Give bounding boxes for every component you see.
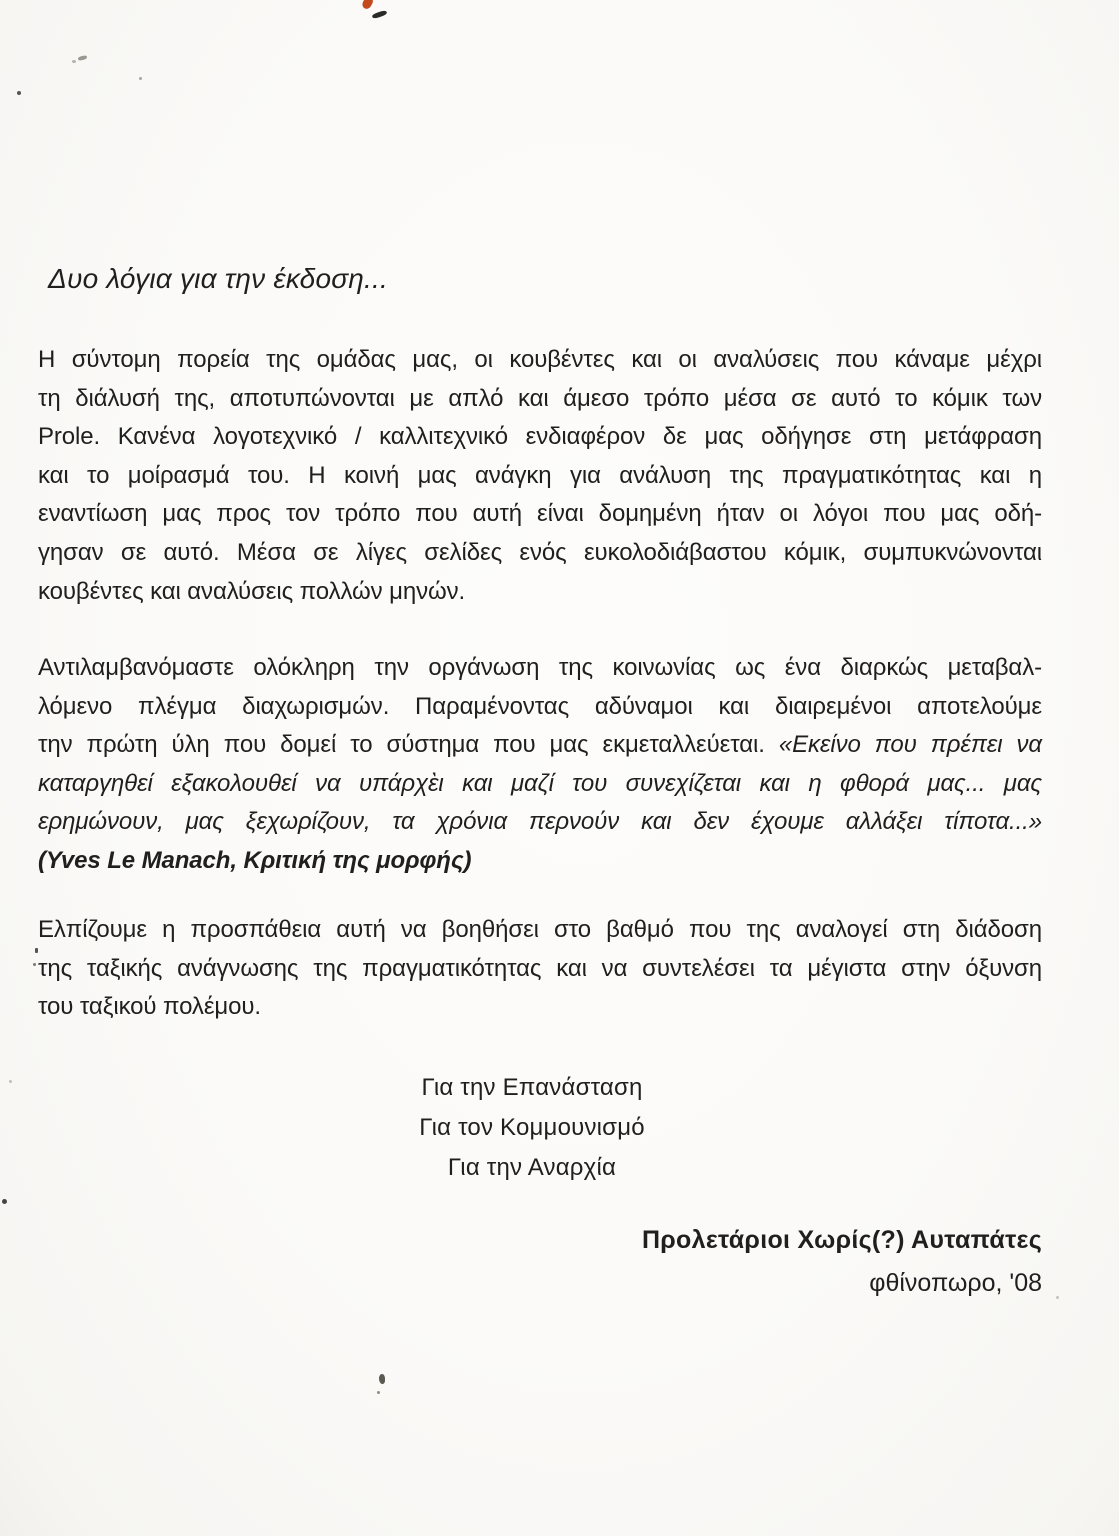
slogan-line-communism: Για τον Κομμουνισμό	[419, 1114, 645, 1141]
text-line	[38, 765, 1042, 804]
body-text: Αντιλαμβανόμαστε ολόκληρη την οργάνωση της κοινωνίας ως ένα διαρκώς μεταβαλ-	[38, 654, 1042, 681]
scan-speck	[9, 1080, 12, 1083]
text-line	[38, 688, 1042, 727]
text-line	[38, 495, 1042, 534]
quote-text: ερημώνουν, μας ξεχωρίζουν, τα χρόνια περνούν και δεν έχουμε αλλάξει τίποτα...»	[38, 808, 1042, 836]
text-line	[38, 950, 1042, 989]
signature-date: φθίνοπωρο, '08	[869, 1269, 1042, 1297]
scan-speck	[33, 963, 36, 966]
paragraph-hope	[38, 911, 1042, 1027]
body-text: Prole. Κανένα λογοτεχνικό / καλλιτεχνικό ενδιαφέρον δε μας οδήγησε στη μετάφραση	[38, 423, 1042, 451]
scan-speck	[1056, 1296, 1059, 1299]
scan-speck-dash	[372, 10, 388, 19]
paragraph-group-history	[38, 341, 1042, 611]
paragraph-analysis-quote	[38, 649, 1042, 881]
body-text: και το μοίρασμά του. Η κοινή μας ανάγκη για ανάλυση της πραγματικότητας και η	[38, 461, 1042, 489]
text-line	[38, 573, 1042, 612]
text-line	[38, 341, 1042, 380]
text-line	[38, 842, 1042, 881]
scan-speck	[17, 91, 21, 95]
body-text: λόμενο πλέγμα διαχωρισμών. Παραμένοντας αδύναμοι και διαιρεμένοι αποτελούμε	[38, 692, 1042, 720]
text-line	[38, 534, 1042, 573]
quote-text: καταργηθεί εξακολουθεί να υπάρχὲι και μαζί του συνεχίζεται και η φθορά μας... μας	[38, 769, 1042, 797]
slogan-block	[30, 1068, 1034, 1188]
scan-speck	[72, 60, 76, 63]
body-text: Ελπίζουμε η προσπάθεια αυτή να βοηθήσει στο βαθμό που της αναλογεί στη διάδοση	[38, 916, 1042, 943]
attribution-text: (Yves Le Manach, Κριτική της μορφής)	[38, 846, 472, 874]
text-line	[38, 726, 1042, 765]
scan-speck	[78, 55, 88, 61]
preface-heading: Δυο λόγια για την έκδοση...	[48, 263, 388, 294]
quote-text: «Εκείνο που πρέπει να	[778, 731, 1042, 759]
body-text: του ταξικού πολέμου.	[38, 993, 262, 1021]
text-line	[38, 988, 1042, 1027]
text-line	[38, 457, 1042, 496]
body-text: εναντίωση μας προς τον τρόπο που αυτή είναι δομημένη ήταν οι λόγοι που μας οδή-	[38, 500, 1042, 528]
text-line	[38, 418, 1042, 457]
signature-name: Προλετάριοι Χωρίς(?) Αυταπάτες	[641, 1226, 1042, 1254]
slogan-line-revolution: Για την Επανάσταση	[421, 1074, 643, 1101]
body-text: της ταξικής ανάγνωσης της πραγματικότητας και να συντελέσει τα μέγιστα στην όξυνση	[38, 954, 1042, 982]
signature-block	[38, 1219, 1042, 1305]
scan-speck	[377, 1391, 380, 1394]
scan-speck	[139, 77, 142, 80]
body-text: γησαν σε αυτό. Μέσα σε λίγες σελίδες ενός ευκολοδιάβαστου κόμικ, συμπυκνώνονται	[38, 538, 1042, 566]
scan-speck	[379, 1374, 385, 1384]
scan-speck	[2, 1199, 7, 1204]
body-text: Η σύντομη πορεία της ομάδας μας, οι κουβέντες και οι αναλύσεις που κάναμε μέχρι	[38, 346, 1042, 373]
text-line	[38, 649, 1042, 688]
body-text: τη διάλυσή της, αποτυπώνονται με απλό και άμεσο τρόπο μέσα σε αυτό το κόμικ των	[38, 384, 1042, 412]
scan-speck-orange	[361, 0, 375, 10]
body-text: κουβέντες και αναλύσεις πολλών μηνών.	[38, 577, 466, 605]
text-line	[38, 911, 1042, 950]
body-text: την πρώτη ύλη που δομεί το σύστημα που μας εκμεταλλεύεται.	[38, 731, 779, 759]
text-line	[38, 803, 1042, 842]
text-line	[38, 380, 1042, 419]
slogan-line-anarchy: Για την Αναρχία	[447, 1154, 617, 1181]
